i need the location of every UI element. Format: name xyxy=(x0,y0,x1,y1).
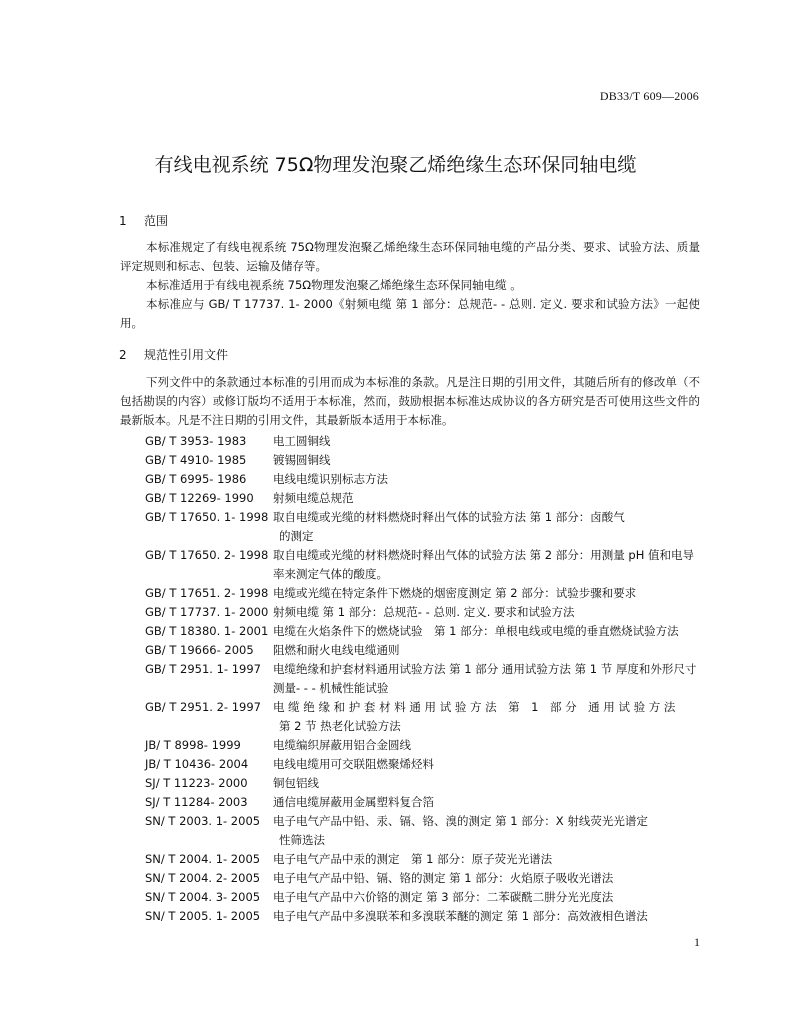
reference-title-block xyxy=(273,584,700,603)
reference-code: GB/ T 18380. 1- 2001 xyxy=(145,624,269,638)
section-1-paragraph: 本标准规定了有线电视系统 75Ω物理发泡聚乙烯绝缘生态环保同轴电缆的产品分类、要求、试验方法、质量评定规则和标志、包装、运输及储存等。 xyxy=(120,240,700,273)
reference-title: 电子电气产品中汞的测定 第 1 部分：原子荧光光谱法 xyxy=(273,852,553,866)
reference-title-block xyxy=(273,641,700,660)
reference-list xyxy=(145,432,700,926)
reference-item xyxy=(145,698,700,736)
reference-item xyxy=(145,470,700,489)
reference-title: 射频电缆总规范 xyxy=(273,491,354,505)
reference-code: GB/ T 19666- 2005 xyxy=(145,643,254,657)
reference-title-block xyxy=(273,755,700,774)
reference-title: 铜包铝线 xyxy=(273,776,319,790)
reference-code: GB/ T 2951. 1- 1997 xyxy=(145,662,261,676)
reference-title: 电缆在火焰条件下的燃烧试验 第 1 部分：单根电线或电缆的垂直燃烧试验方法 xyxy=(273,624,679,638)
reference-code: GB/ T 17651. 2- 1998 xyxy=(145,586,269,600)
reference-item xyxy=(145,508,700,546)
reference-title-block xyxy=(273,603,700,622)
reference-title-block xyxy=(273,489,700,508)
reference-item xyxy=(145,907,700,926)
reference-item xyxy=(145,774,700,793)
reference-title: 电线电缆识别标志方法 xyxy=(273,472,388,486)
reference-title-block xyxy=(273,660,700,698)
reference-item xyxy=(145,489,700,508)
reference-code: GB/ T 17650. 2- 1998 xyxy=(145,548,269,562)
reference-code: SN/ T 2004. 3- 2005 xyxy=(145,890,261,904)
reference-item xyxy=(145,546,700,584)
reference-item xyxy=(145,850,700,869)
reference-title-block xyxy=(273,622,700,641)
reference-title-block xyxy=(273,869,700,888)
reference-title-block xyxy=(273,736,700,755)
reference-title: 射频电缆 第 1 部分：总规范- - 总则. 定义. 要求和试验方法 xyxy=(273,605,575,619)
section-1-paragraph: 本标准应与 GB/ T 17737. 1- 2000《射频电缆 第 1 部分：总规范- - 总则. 定义. 要求和试验方法》一起使用。 xyxy=(120,297,700,330)
reference-title: 电工圆铜线 xyxy=(273,434,331,448)
reference-title: 电子电气产品中六价铬的测定 第 3 部分：二苯碳酰二肼分光光度法 xyxy=(273,890,614,904)
standard-number: DB33/T 609—2006 xyxy=(599,89,699,103)
reference-item xyxy=(145,451,700,470)
reference-code: SN/ T 2004. 2- 2005 xyxy=(145,871,261,885)
reference-title-block xyxy=(273,432,700,451)
reference-title-continuation: 第 2 节 热老化试验方法 xyxy=(279,719,401,733)
reference-item xyxy=(145,641,700,660)
section-2-number: 2 xyxy=(119,348,127,362)
reference-title-block xyxy=(273,508,700,546)
reference-code: GB/ T 4910- 1985 xyxy=(145,453,247,467)
reference-title-block xyxy=(273,774,700,793)
reference-item xyxy=(145,793,700,812)
reference-title-continuation: 性筛选法 xyxy=(279,833,325,847)
section-1-heading xyxy=(119,212,168,229)
reference-title-continuation: 的测定 xyxy=(279,529,314,543)
section-2-intro: 下列文件中的条款通过本标准的引用而成为本标准的条款。凡是注日期的引用文件，其随后所有的修改单（不包括勘误的内容）或修订版均不适用于本标准，然而，鼓励根据本标准达成协议的各方研究是否可使用这些文件的最新版本。凡是不注日期的引用文件，其最新版本适用于本标准。 xyxy=(120,375,700,427)
section-2-title: 规范性引用文件 xyxy=(144,348,229,362)
reference-title-block xyxy=(273,812,700,850)
reference-item xyxy=(145,622,700,641)
reference-title: 电缆绝缘和护套材料通用试验方法 第 1 部分 通用试验方法 第 1 节 厚度和外形尺寸测量- - - 机械性能试验 xyxy=(273,662,697,695)
reference-code: SJ/ T 11284- 2003 xyxy=(145,795,248,809)
reference-item xyxy=(145,432,700,451)
reference-code: SN/ T 2004. 1- 2005 xyxy=(145,852,261,866)
reference-title: 取自电缆或光缆的材料燃烧时释出气体的试验方法 第 1 部分：卤酸气 xyxy=(273,510,625,524)
reference-item xyxy=(145,603,700,622)
reference-title-block xyxy=(273,698,700,736)
reference-title: 电子电气产品中铅、镉、铬的测定 第 1 部分：火焰原子吸收光谱法 xyxy=(273,871,614,885)
reference-item xyxy=(145,869,700,888)
reference-title: 电缆编织屏蔽用铝合金圆线 xyxy=(273,738,411,752)
reference-title-block xyxy=(273,888,700,907)
reference-title-block xyxy=(273,793,700,812)
section-1-paragraph: 本标准适用于有线电视系统 75Ω物理发泡聚乙烯绝缘生态环保同轴电缆 。 xyxy=(146,278,522,292)
reference-title-block xyxy=(273,850,700,869)
reference-code: SN/ T 2005. 1- 2005 xyxy=(145,909,261,923)
reference-item xyxy=(145,736,700,755)
reference-item xyxy=(145,888,700,907)
document-title: 有线电视系统 75Ω物理发泡聚乙烯绝缘生态环保同轴电缆 xyxy=(154,154,637,176)
reference-item xyxy=(145,584,700,603)
reference-title: 电线电缆用可交联阻燃聚烯烃料 xyxy=(273,757,434,771)
reference-code: SN/ T 2003. 1- 2005 xyxy=(145,814,261,828)
reference-code: JB/ T 8998- 1999 xyxy=(145,738,241,752)
reference-title-block xyxy=(273,470,700,489)
reference-title: 取自电缆或光缆的材料燃烧时释出气体的试验方法 第 2 部分：用测量 pH 值和电导率来测定气体的酸度。 xyxy=(273,548,695,581)
reference-code: GB/ T 2951. 2- 1997 xyxy=(145,700,261,714)
reference-item xyxy=(145,812,700,850)
section-2-heading xyxy=(119,346,228,363)
reference-title: 电缆或光缆在特定条件下燃烧的烟密度测定 第 2 部分：试验步骤和要求 xyxy=(273,586,637,600)
reference-code: GB/ T 17737. 1- 2000 xyxy=(145,605,269,619)
page-number: 1 xyxy=(694,935,700,949)
reference-code: GB/ T 3953- 1983 xyxy=(145,434,247,448)
section-1-number: 1 xyxy=(119,214,127,228)
reference-title: 电子电气产品中多溴联苯和多溴联苯醚的测定 第 1 部分：高效液相色谱法 xyxy=(273,909,648,923)
reference-code: GB/ T 12269- 1990 xyxy=(145,491,254,505)
reference-title-block xyxy=(273,907,700,926)
reference-item xyxy=(145,660,700,698)
reference-title: 电 缆 绝 缘 和 护 套 材 料 通 用 试 验 方 法 第 1 部 分 通 用 试 验 方 法 xyxy=(273,700,676,714)
reference-title: 阻燃和耐火电线电缆通则 xyxy=(273,643,400,657)
reference-title-block xyxy=(273,546,700,584)
reference-title: 通信电缆屏蔽用金属塑料复合箔 xyxy=(273,795,434,809)
section-1-title: 范围 xyxy=(144,214,169,228)
reference-item xyxy=(145,755,700,774)
reference-code: JB/ T 10436- 2004 xyxy=(145,757,249,771)
reference-code: SJ/ T 11223- 2000 xyxy=(145,776,248,790)
reference-code: GB/ T 17650. 1- 1998 xyxy=(145,510,269,524)
reference-title-block xyxy=(273,451,700,470)
reference-title: 电子电气产品中铅、汞、镉、铬、溴的测定 第 1 部分：X 射线荧光光谱定 xyxy=(273,814,648,828)
reference-code: GB/ T 6995- 1986 xyxy=(145,472,247,486)
reference-title: 镀锡圆铜线 xyxy=(273,453,331,467)
